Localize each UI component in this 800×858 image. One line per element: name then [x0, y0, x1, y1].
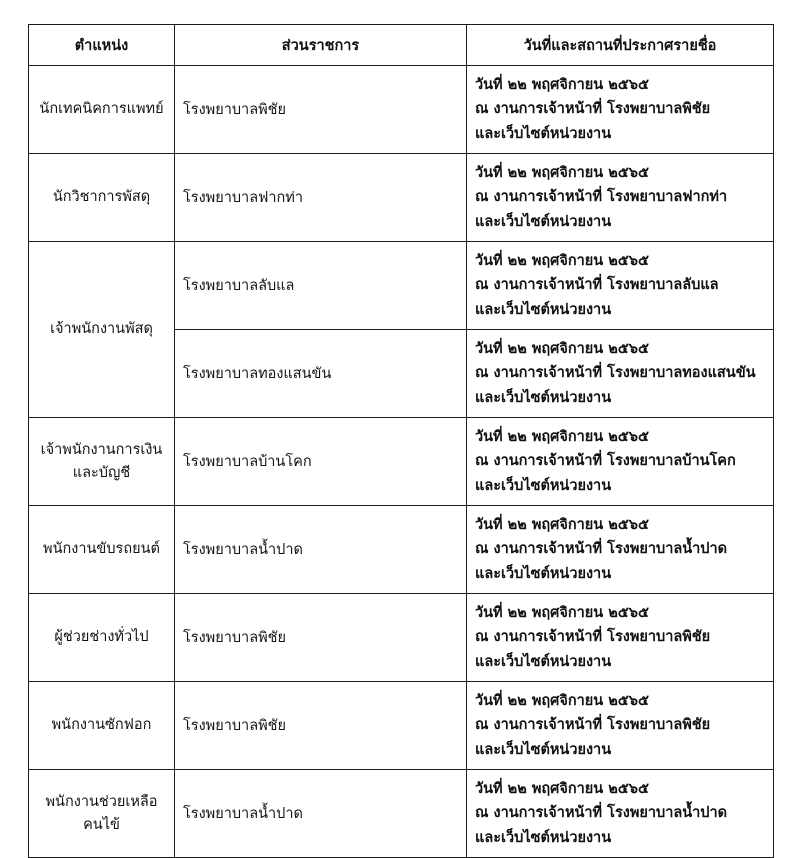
position-cell: นักเทคนิคการแพทย์ — [29, 66, 175, 154]
announcement-cell — [467, 682, 774, 770]
department-cell: โรงพยาบาลพิชัย — [175, 594, 467, 682]
announcement-cell — [467, 154, 774, 242]
announcement-place: ณ งานการเจ้าหน้าที่ โรงพยาบาลพิชัย — [475, 717, 711, 734]
announcement-date: วันที่ ๒๒ พฤศจิกายน ๒๕๖๕ — [475, 340, 649, 357]
table-row — [29, 594, 774, 682]
department-cell: โรงพยาบาลบ้านโคก — [175, 418, 467, 506]
announcement-place: ณ งานการเจ้าหน้าที่ โรงพยาบาลน้ำปาด — [475, 541, 728, 558]
announcement-cell — [467, 330, 774, 418]
announcement-website: และเว็บไซต์หน่วยงาน — [475, 389, 612, 406]
announcement-place: ณ งานการเจ้าหน้าที่ โรงพยาบาลทองแสนขัน — [475, 365, 756, 382]
announcement-website: และเว็บไซต์หน่วยงาน — [475, 741, 612, 758]
announcement-place: ณ งานการเจ้าหน้าที่ โรงพยาบาลลับแล — [475, 277, 719, 294]
announcement-website: และเว็บไซต์หน่วยงาน — [475, 477, 612, 494]
position-cell: เจ้าพนักงานพัสดุ — [29, 242, 175, 418]
position-cell — [29, 418, 175, 506]
announcement-cell — [467, 66, 774, 154]
position-cell: นักวิชาการพัสดุ — [29, 154, 175, 242]
announcement-place: ณ งานการเจ้าหน้าที่ โรงพยาบาลบ้านโคก — [475, 453, 736, 470]
department-cell: โรงพยาบาลลับแล — [175, 242, 467, 330]
header-position: ตำแหน่ง — [29, 25, 175, 66]
announcement-place: ณ งานการเจ้าหน้าที่ โรงพยาบาลพิชัย — [475, 629, 711, 646]
announcement-date: วันที่ ๒๒ พฤศจิกายน ๒๕๖๕ — [475, 164, 649, 181]
announcement-website: และเว็บไซต์หน่วยงาน — [475, 125, 612, 142]
table-row — [29, 242, 774, 330]
table-row — [29, 418, 774, 506]
announcement-website: และเว็บไซต์หน่วยงาน — [475, 213, 612, 230]
table-row — [29, 770, 774, 858]
department-cell: โรงพยาบาลน้ำปาด — [175, 770, 467, 858]
announcement-cell — [467, 770, 774, 858]
announcement-website: และเว็บไซต์หน่วยงาน — [475, 829, 612, 846]
announcement-date: วันที่ ๒๒ พฤศจิกายน ๒๕๖๕ — [475, 780, 649, 797]
announcement-date: วันที่ ๒๒ พฤศจิกายน ๒๕๖๕ — [475, 428, 649, 445]
department-cell: โรงพยาบาลพิชัย — [175, 66, 467, 154]
position-cell — [29, 770, 175, 858]
table-row — [29, 154, 774, 242]
announcement-website: และเว็บไซต์หน่วยงาน — [475, 565, 612, 582]
announcement-website: และเว็บไซต์หน่วยงาน — [475, 653, 612, 670]
announcement-date: วันที่ ๒๒ พฤศจิกายน ๒๕๖๕ — [475, 604, 649, 621]
position-line: พนักงานช่วยเหลือ — [45, 794, 158, 811]
table-row — [29, 66, 774, 154]
position-line: เจ้าพนักงานการเงิน — [40, 442, 163, 459]
position-line: และบัญชี — [72, 464, 131, 481]
department-cell: โรงพยาบาลฟากท่า — [175, 154, 467, 242]
department-cell: โรงพยาบาลน้ำปาด — [175, 506, 467, 594]
announcement-cell — [467, 242, 774, 330]
position-cell: พนักงานซักฟอก — [29, 682, 175, 770]
department-cell: โรงพยาบาลพิชัย — [175, 682, 467, 770]
announcement-table — [28, 24, 774, 858]
announcement-place: ณ งานการเจ้าหน้าที่ โรงพยาบาลฟากท่า — [475, 189, 728, 206]
announcement-website: และเว็บไซต์หน่วยงาน — [475, 301, 612, 318]
table-row — [29, 506, 774, 594]
header-department: ส่วนราชการ — [175, 25, 467, 66]
announcement-cell — [467, 418, 774, 506]
department-cell: โรงพยาบาลทองแสนขัน — [175, 330, 467, 418]
announcement-cell — [467, 506, 774, 594]
position-cell: ผู้ช่วยช่างทั่วไป — [29, 594, 175, 682]
announcement-cell — [467, 594, 774, 682]
position-line: คนไข้ — [83, 816, 120, 833]
announcement-date: วันที่ ๒๒ พฤศจิกายน ๒๕๖๕ — [475, 252, 649, 269]
position-cell: พนักงานขับรถยนต์ — [29, 506, 175, 594]
table-header-row — [29, 25, 774, 66]
table-row — [29, 682, 774, 770]
announcement-place: ณ งานการเจ้าหน้าที่ โรงพยาบาลน้ำปาด — [475, 805, 728, 822]
announcement-date: วันที่ ๒๒ พฤศจิกายน ๒๕๖๕ — [475, 692, 649, 709]
announcement-date: วันที่ ๒๒ พฤศจิกายน ๒๕๖๕ — [475, 516, 649, 533]
header-announcement: วันที่และสถานที่ประกาศรายชื่อ — [467, 25, 774, 66]
announcement-date: วันที่ ๒๒ พฤศจิกายน ๒๕๖๕ — [475, 76, 649, 93]
announcement-place: ณ งานการเจ้าหน้าที่ โรงพยาบาลพิชัย — [475, 101, 711, 118]
